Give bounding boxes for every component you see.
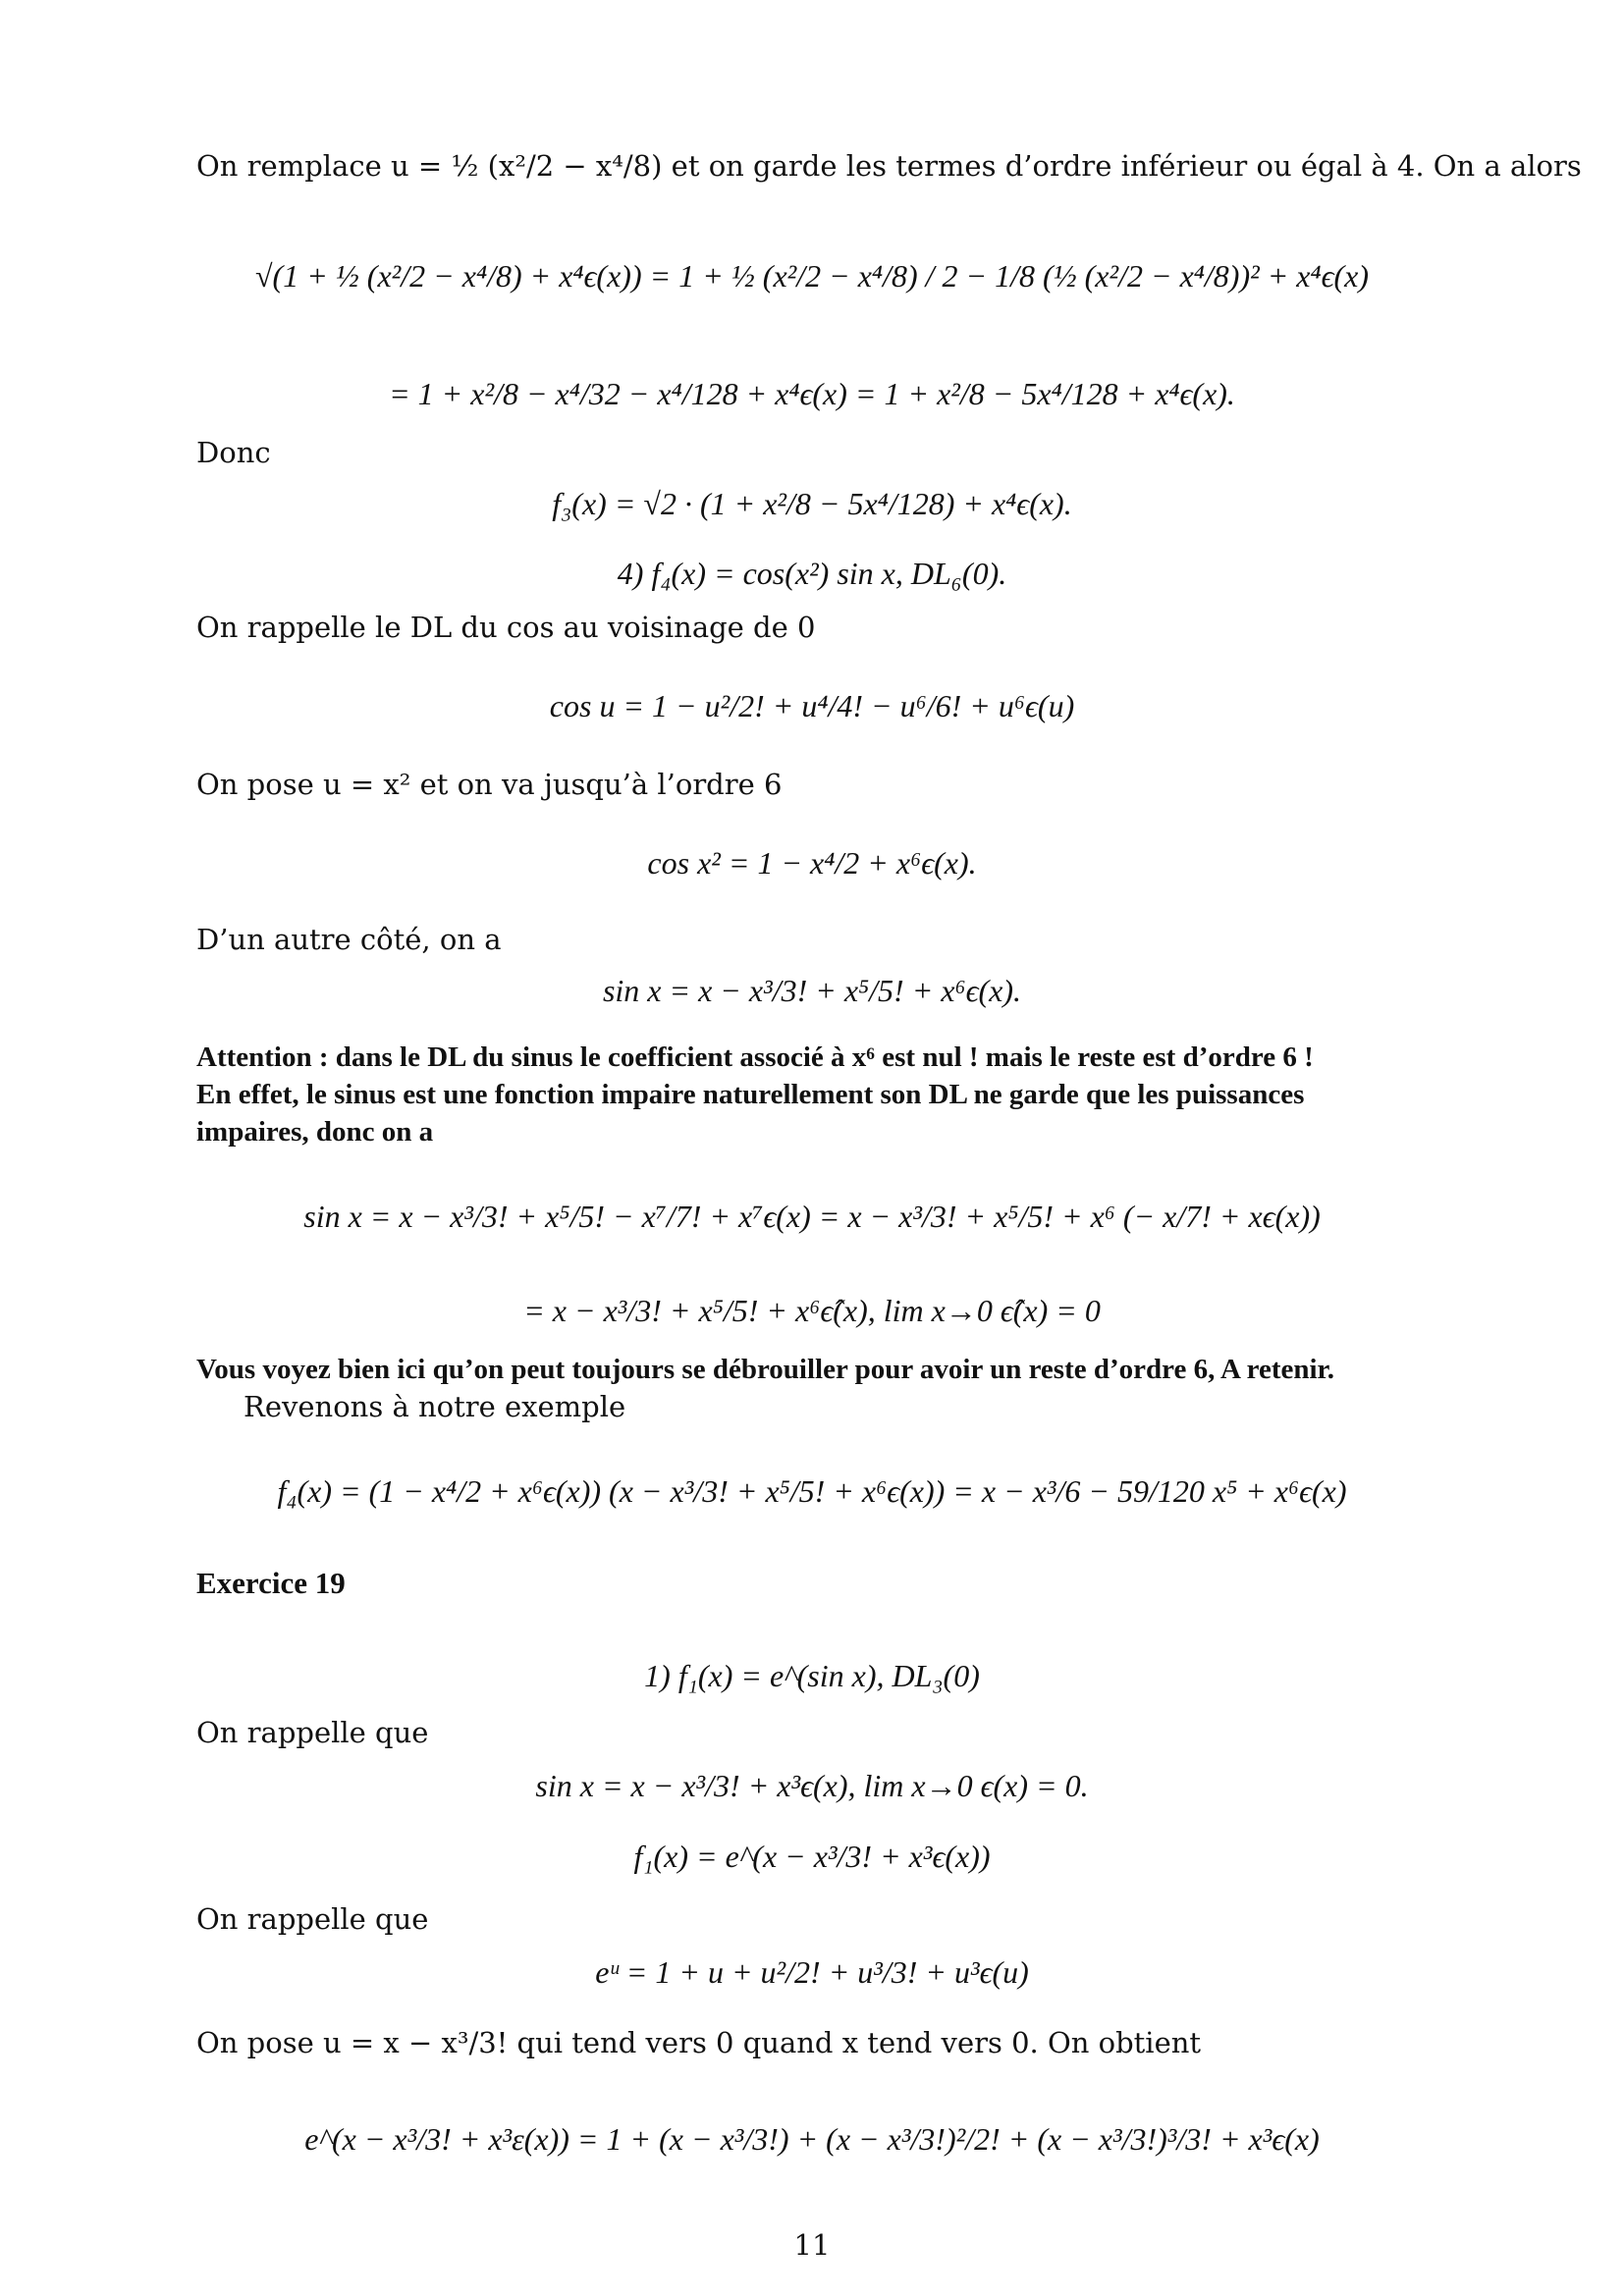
paragraph: Donc <box>196 436 271 469</box>
bold-note: Vous voyez bien ici qu’on peut toujours se débrouiller pour avoir un reste d’ordre 6, A retenir. <box>196 1354 1335 1385</box>
equation: sin x = x − x³/3! + x⁵/5! − x⁷/7! + x⁷ϵ(x) = x − x³/3! + x⁵/5! + x⁶ (− x/7! + xϵ(x)) <box>303 1199 1321 1234</box>
equation: cos u = 1 − u²/2! + u⁴/4! − u⁶/6! + u⁶ϵ(u) <box>549 688 1075 723</box>
equation: = 1 + x²/8 − x⁴/32 − x⁴/128 + x⁴ϵ(x) = 1 + x²/8 − 5x⁴/128 + x⁴ϵ(x). <box>389 376 1235 411</box>
equation: eᵘ = 1 + u + u²/2! + u³/3! + u³ϵ(u) <box>595 1954 1029 1990</box>
paragraph: Revenons à notre exemple <box>244 1390 626 1423</box>
equation: sin x = x − x³/3! + x⁵/5! + x⁶ϵ(x). <box>602 973 1022 1008</box>
exercise-heading: Exercice 19 <box>196 1566 346 1600</box>
subquestion: 1) f₁(x) = e^(sin x), DL₃(0) <box>644 1658 980 1693</box>
bold-note: En effet, le sinus est une fonction impaire naturellement son DL ne garde que les puissances <box>196 1079 1305 1110</box>
page-number: 11 <box>793 2228 831 2262</box>
equation: f₄(x) = (1 − x⁴/2 + x⁶ϵ(x)) (x − x³/3! + x⁵/5! + x⁶ϵ(x)) = x − x³/6 − 59/120 x⁵ + x⁶ϵ(x) <box>277 1473 1347 1509</box>
paragraph: D’un autre côté, on a <box>196 923 502 956</box>
paragraph: On remplace u = ½ (x²/2 − x⁴/8) et on garde les termes d’ordre inférieur ou égal à 4. On a alors <box>196 149 1582 183</box>
paragraph: On pose u = x² et on va jusqu’à l’ordre 6 <box>196 768 783 801</box>
paragraph: On rappelle le DL du cos au voisinage de 0 <box>196 611 816 644</box>
equation: √(1 + ½ (x²/2 − x⁴/8) + x⁴ϵ(x)) = 1 + ½ (x²/2 − x⁴/8) / 2 − 1/8 (½ (x²/2 − x⁴/8))² + x⁴ϵ(x) <box>254 258 1370 294</box>
equation: f₃(x) = √2 · (1 + x²/8 − 5x⁴/128) + x⁴ϵ(x). <box>552 486 1072 521</box>
equation: e^(x − x³/3! + x³ε(x)) = 1 + (x − x³/3!) + (x − x³/3!)²/2! + (x − x³/3!)³/3! + x³ϵ(x) <box>304 2121 1320 2157</box>
paragraph: On pose u = x − x³/3! qui tend vers 0 quand x tend vers 0. On obtient <box>196 2026 1202 2059</box>
paragraph: On rappelle que <box>196 1902 429 1936</box>
equation: cos x² = 1 − x⁴/2 + x⁶ϵ(x). <box>647 845 977 881</box>
equation: sin x = x − x³/3! + x³ϵ(x), lim x→0 ϵ(x) = 0. <box>535 1768 1089 1803</box>
bold-note: impaires, donc on a <box>196 1116 434 1148</box>
equation: f₁(x) = e^(x − x³/3! + x³ϵ(x)) <box>633 1839 991 1874</box>
paragraph: On rappelle que <box>196 1716 429 1749</box>
bold-note: Attention : dans le DL du sinus le coefficient associé à x⁶ est nul ! mais le reste est d’ordre 6 ! <box>196 1041 1314 1073</box>
equation: = x − x³/3! + x⁵/5! + x⁶ϵ̂(x), lim x→0 ϵ̂(x) = 0 <box>523 1293 1101 1328</box>
subquestion: 4) f₄(x) = cos(x²) sin x, DL₆(0). <box>617 556 1007 591</box>
